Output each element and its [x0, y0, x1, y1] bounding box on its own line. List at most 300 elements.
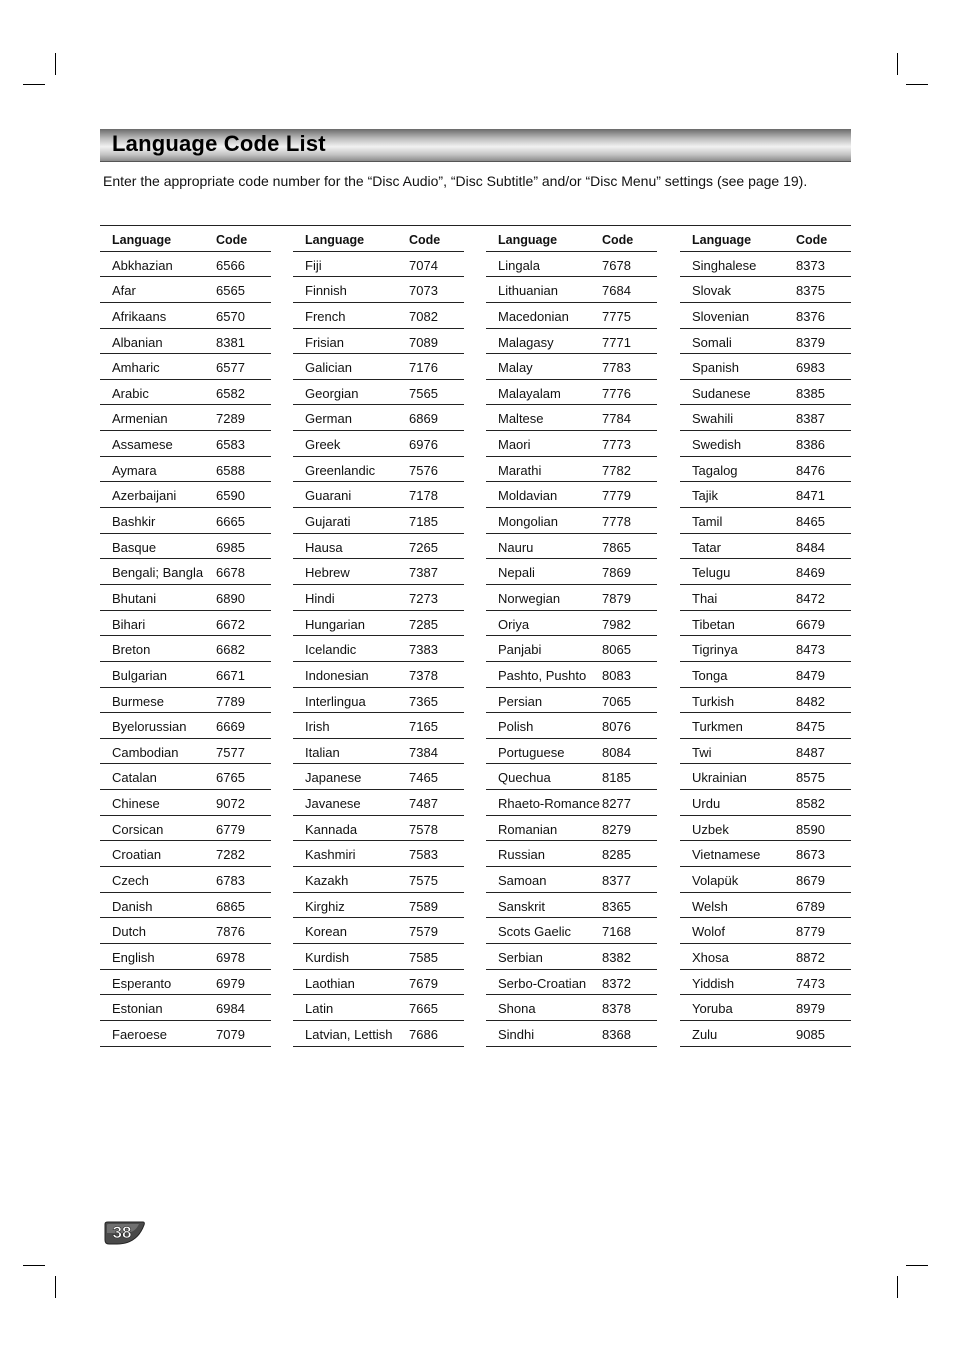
table-row	[293, 354, 464, 380]
language-name: Bulgarian	[112, 667, 167, 683]
language-code: 8475	[796, 719, 825, 735]
language-name: Lithuanian	[498, 283, 558, 299]
language-name: Volapük	[692, 873, 739, 889]
language-name: Esperanto	[112, 975, 172, 991]
language-code: 8377	[602, 873, 631, 889]
language-name: Cambodian	[112, 744, 179, 760]
table-row	[486, 405, 657, 431]
table-row	[486, 303, 657, 329]
language-code: 7176	[409, 360, 438, 376]
language-code: 7771	[602, 334, 631, 350]
language-code: 7982	[602, 616, 631, 632]
table-row	[680, 431, 851, 457]
table-row	[100, 611, 271, 637]
language-name: Icelandic	[305, 642, 357, 658]
language-code: 8382	[602, 949, 631, 965]
language-name: Gujarati	[305, 514, 351, 530]
language-code: 6588	[216, 462, 245, 478]
language-name: Persian	[498, 693, 543, 709]
table-row	[486, 918, 657, 944]
language-code: 6583	[216, 437, 245, 453]
language-name: Malayalam	[498, 385, 561, 401]
table-row	[100, 354, 271, 380]
table-row	[293, 790, 464, 816]
language-code: 9072	[216, 796, 245, 812]
language-code: 6671	[216, 667, 245, 683]
table-row	[486, 431, 657, 457]
language-name: Bihari	[112, 616, 146, 632]
table-row	[293, 559, 464, 585]
language-name: Sanskrit	[498, 898, 545, 914]
table-row	[486, 867, 657, 893]
language-code: 8375	[796, 283, 825, 299]
language-name: Bengali; Bangla	[112, 565, 204, 581]
table-row	[100, 508, 271, 534]
language-code: 8368	[602, 1026, 631, 1042]
table-header-row	[486, 226, 657, 252]
language-code: 8582	[796, 796, 825, 812]
table-row	[293, 252, 464, 278]
table-row	[293, 893, 464, 919]
language-code: 7589	[409, 898, 438, 914]
language-name: Laothian	[305, 975, 355, 991]
language-code: 8372	[602, 975, 631, 991]
language-code: 8575	[796, 770, 825, 786]
language-code: 7865	[602, 539, 631, 555]
language-name: Hindi	[305, 590, 335, 606]
table-row	[100, 482, 271, 508]
language-name: Japanese	[305, 770, 362, 786]
language-code: 7165	[409, 719, 438, 735]
language-code: 7665	[409, 1001, 438, 1017]
language-name: Afar	[112, 283, 136, 299]
table-row	[100, 944, 271, 970]
language-code: 7686	[409, 1026, 438, 1042]
table-row	[293, 585, 464, 611]
table-row	[486, 482, 657, 508]
table-row	[680, 585, 851, 611]
table-row	[293, 970, 464, 996]
language-name: Vietnamese	[692, 847, 761, 863]
language-code: 7074	[409, 257, 438, 273]
language-name: Quechua	[498, 770, 551, 786]
crop-mark	[906, 84, 928, 85]
language-name: Azerbaijani	[112, 488, 177, 504]
language-code: 6978	[216, 949, 245, 965]
language-name: Samoan	[498, 873, 547, 889]
language-name: Hebrew	[305, 565, 350, 581]
language-name: Urdu	[692, 796, 721, 812]
language-code: 6783	[216, 873, 245, 889]
table-row	[680, 329, 851, 355]
language-name: Scots Gaelic	[498, 924, 571, 940]
language-name: Thai	[692, 590, 718, 606]
table-row	[100, 252, 271, 278]
table-row	[680, 405, 851, 431]
crop-mark	[23, 1265, 45, 1266]
table-row	[486, 944, 657, 970]
language-name: Aymara	[112, 462, 157, 478]
language-code: 7378	[409, 667, 438, 683]
table-row	[100, 1021, 271, 1047]
language-name: Spanish	[692, 360, 739, 376]
table-row	[680, 559, 851, 585]
language-code: 7384	[409, 744, 438, 760]
language-name: Kurdish	[305, 949, 350, 965]
language-code: 7775	[602, 308, 631, 324]
table-row	[486, 508, 657, 534]
table-row	[680, 534, 851, 560]
language-name: Hungarian	[305, 616, 365, 632]
language-name: Tatar	[692, 539, 721, 555]
language-code: 7876	[216, 924, 245, 940]
table-row	[680, 252, 851, 278]
language-name: Romanian	[498, 821, 558, 837]
language-name: Mongolian	[498, 514, 558, 530]
language-name: Yiddish	[692, 975, 735, 991]
table-row	[100, 713, 271, 739]
table-row	[100, 457, 271, 483]
table-row	[293, 688, 464, 714]
table-row	[680, 611, 851, 637]
table-row	[293, 662, 464, 688]
language-name: Swedish	[692, 437, 742, 453]
crop-mark	[897, 1276, 898, 1298]
table-row	[680, 662, 851, 688]
language-code: 8386	[796, 437, 825, 453]
table-row	[680, 457, 851, 483]
language-name: Nauru	[498, 539, 534, 555]
table-row	[486, 329, 657, 355]
language-name: Twi	[692, 744, 712, 760]
language-code: 6983	[796, 360, 825, 376]
language-name: Panjabi	[498, 642, 542, 658]
language-code: 8076	[602, 719, 631, 735]
language-name: Kazakh	[305, 873, 349, 889]
table-row	[680, 482, 851, 508]
language-name: Tibetan	[692, 616, 735, 632]
header-code: Code	[409, 233, 441, 247]
language-code: 6765	[216, 770, 245, 786]
language-code: 7273	[409, 590, 438, 606]
table-row	[293, 764, 464, 790]
language-code: 6582	[216, 385, 245, 401]
language-code: 6665	[216, 514, 245, 530]
language-code: 6779	[216, 821, 245, 837]
table-row	[486, 790, 657, 816]
language-code: 8482	[796, 693, 825, 709]
language-name: Turkish	[692, 693, 735, 709]
table-row	[680, 893, 851, 919]
table-row	[680, 713, 851, 739]
table-row	[100, 534, 271, 560]
language-name: Danish	[112, 898, 153, 914]
header-language: Language	[112, 233, 172, 247]
table-row	[293, 457, 464, 483]
table-column	[680, 226, 851, 1047]
language-name: Pashto, Pushto	[498, 667, 587, 683]
language-code: 8476	[796, 462, 825, 478]
language-name: Moldavian	[498, 488, 558, 504]
table-row	[293, 918, 464, 944]
language-code: 8285	[602, 847, 631, 863]
language-name: English	[112, 949, 155, 965]
language-name: Sindhi	[498, 1026, 535, 1042]
language-name: Arabic	[112, 385, 149, 401]
language-code: 7784	[602, 411, 631, 427]
table-row	[293, 482, 464, 508]
language-code: 7578	[409, 821, 438, 837]
table-row	[680, 303, 851, 329]
header-language: Language	[692, 233, 752, 247]
table-header-row	[680, 226, 851, 252]
language-name: Greenlandic	[305, 462, 376, 478]
language-name: Latvian, Lettish	[305, 1026, 393, 1042]
language-name: Russian	[498, 847, 545, 863]
language-name: Telugu	[692, 565, 731, 581]
language-name: Sudanese	[692, 385, 751, 401]
language-name: Oriya	[498, 616, 530, 632]
table-row	[680, 841, 851, 867]
language-code: 6566	[216, 257, 245, 273]
language-name: Burmese	[112, 693, 165, 709]
language-code: 6985	[216, 539, 245, 555]
table-row	[486, 688, 657, 714]
language-name: Indonesian	[305, 667, 369, 683]
language-name: Galician	[305, 360, 352, 376]
table-row	[486, 354, 657, 380]
table-row	[486, 611, 657, 637]
language-code: 7577	[216, 744, 245, 760]
language-name: Maori	[498, 437, 531, 453]
language-code: 7778	[602, 514, 631, 530]
language-code: 7576	[409, 462, 438, 478]
table-row	[100, 790, 271, 816]
language-name: Norwegian	[498, 590, 561, 606]
table-row	[486, 816, 657, 842]
language-name: Yoruba	[692, 1001, 733, 1017]
language-name: Serbian	[498, 949, 543, 965]
table-row	[293, 380, 464, 406]
header-code: Code	[602, 233, 634, 247]
language-code: 7082	[409, 308, 438, 324]
language-code: 6669	[216, 719, 245, 735]
table-row	[100, 329, 271, 355]
language-code: 8385	[796, 385, 825, 401]
language-code: 6679	[796, 616, 825, 632]
language-code: 7487	[409, 796, 438, 812]
language-code: 8979	[796, 1001, 825, 1017]
language-code: 8065	[602, 642, 631, 658]
language-code: 7565	[409, 385, 438, 401]
language-name: Javanese	[305, 796, 361, 812]
header-language: Language	[305, 233, 365, 247]
language-code: 7869	[602, 565, 631, 581]
table-row	[486, 893, 657, 919]
language-name: Estonian	[112, 1001, 163, 1017]
language-name: Welsh	[692, 898, 728, 914]
table-row	[100, 918, 271, 944]
language-code: 7285	[409, 616, 438, 632]
language-code: 6682	[216, 642, 245, 658]
language-name: Finnish	[305, 283, 347, 299]
language-name: Slovak	[692, 283, 732, 299]
language-code: 8590	[796, 821, 825, 837]
language-name: Corsican	[112, 821, 164, 837]
table-row	[100, 303, 271, 329]
table-row	[486, 457, 657, 483]
language-code: 8479	[796, 667, 825, 683]
table-row	[680, 380, 851, 406]
table-row	[486, 534, 657, 560]
table-row	[100, 764, 271, 790]
language-code: 8484	[796, 539, 825, 555]
language-name: Ukrainian	[692, 770, 747, 786]
language-name: Malagasy	[498, 334, 554, 350]
language-name: Tajik	[692, 488, 719, 504]
table-row	[486, 1021, 657, 1047]
title-bar	[100, 129, 851, 162]
table-row	[486, 636, 657, 662]
table-row	[486, 713, 657, 739]
language-code: 8779	[796, 924, 825, 940]
language-name: Somali	[692, 334, 732, 350]
language-code: 6979	[216, 975, 245, 991]
language-code: 7289	[216, 411, 245, 427]
table-row	[680, 508, 851, 534]
table-row	[100, 277, 271, 303]
table-row	[293, 944, 464, 970]
language-code: 7178	[409, 488, 438, 504]
table-row	[293, 816, 464, 842]
language-code: 7465	[409, 770, 438, 786]
table-row	[486, 252, 657, 278]
table-row	[100, 636, 271, 662]
table-column	[486, 226, 657, 1047]
table-row	[680, 636, 851, 662]
language-code: 8872	[796, 949, 825, 965]
language-code: 7383	[409, 642, 438, 658]
language-code: 7575	[409, 873, 438, 889]
language-code: 8376	[796, 308, 825, 324]
table-row	[680, 918, 851, 944]
language-code: 6976	[409, 437, 438, 453]
table-row	[680, 764, 851, 790]
table-row	[293, 329, 464, 355]
language-code: 8084	[602, 744, 631, 760]
crop-mark	[55, 1276, 56, 1298]
language-code: 7585	[409, 949, 438, 965]
table-row	[100, 585, 271, 611]
table-row	[293, 303, 464, 329]
intro-text: Enter the appropriate code number for the “Disc Audio”, “Disc Subtitle” and/or “Disc Menu” settings (see page 19).	[103, 173, 808, 189]
language-code: 7073	[409, 283, 438, 299]
table-row	[293, 277, 464, 303]
header-language: Language	[498, 233, 558, 247]
language-code: 8373	[796, 257, 825, 273]
language-name: Tagalog	[692, 462, 738, 478]
language-code: 6565	[216, 283, 245, 299]
table-row	[680, 944, 851, 970]
table-column	[100, 226, 271, 1047]
table-row	[293, 739, 464, 765]
language-code: 8679	[796, 873, 825, 889]
language-code: 6865	[216, 898, 245, 914]
language-code: 7684	[602, 283, 631, 299]
language-name: Faeroese	[112, 1026, 167, 1042]
table-row	[680, 816, 851, 842]
language-code: 6984	[216, 1001, 245, 1017]
language-name: Macedonian	[498, 308, 569, 324]
language-code: 6570	[216, 308, 245, 324]
language-name: Polish	[498, 719, 534, 735]
table-row	[680, 1021, 851, 1047]
table-row	[486, 764, 657, 790]
table-row	[293, 867, 464, 893]
language-name: Kirghiz	[305, 898, 345, 914]
language-name: Kannada	[305, 821, 358, 837]
language-code: 9085	[796, 1026, 825, 1042]
language-code: 7789	[216, 693, 245, 709]
language-name: Korean	[305, 924, 347, 940]
language-code: 8473	[796, 642, 825, 658]
language-code: 6678	[216, 565, 245, 581]
language-name: Turkmen	[692, 719, 743, 735]
language-code: 8083	[602, 667, 631, 683]
language-code: 7583	[409, 847, 438, 863]
table-row	[293, 636, 464, 662]
table-row	[293, 611, 464, 637]
language-code: 7679	[409, 975, 438, 991]
language-code: 8472	[796, 590, 825, 606]
table-row	[293, 508, 464, 534]
table-row	[293, 995, 464, 1021]
language-name: Breton	[112, 642, 151, 658]
language-name: Georgian	[305, 385, 359, 401]
table-row	[100, 893, 271, 919]
language-code: 8673	[796, 847, 825, 863]
language-name: Basque	[112, 539, 157, 555]
language-name: Italian	[305, 744, 340, 760]
language-name: Greek	[305, 437, 341, 453]
crop-mark	[906, 1265, 928, 1266]
table-row	[680, 970, 851, 996]
table-row	[100, 559, 271, 585]
language-name: Singhalese	[692, 257, 757, 273]
language-name: Uzbek	[692, 821, 729, 837]
language-code: 8378	[602, 1001, 631, 1017]
language-code: 8465	[796, 514, 825, 530]
page-title: Language Code List	[112, 131, 326, 156]
language-code: 7365	[409, 693, 438, 709]
table-row	[486, 277, 657, 303]
language-name: Czech	[112, 873, 149, 889]
language-name: Latin	[305, 1001, 334, 1017]
language-code: 6672	[216, 616, 245, 632]
table-row	[100, 405, 271, 431]
language-name: Wolof	[692, 924, 725, 940]
language-name: Armenian	[112, 411, 168, 427]
language-name: Malay	[498, 360, 533, 376]
language-name: Zulu	[692, 1026, 718, 1042]
table-column	[293, 226, 464, 1047]
language-code: 7185	[409, 514, 438, 530]
language-name: Swahili	[692, 411, 734, 427]
table-row	[680, 739, 851, 765]
language-code: 7089	[409, 334, 438, 350]
table-row	[100, 739, 271, 765]
language-code: 7065	[602, 693, 631, 709]
